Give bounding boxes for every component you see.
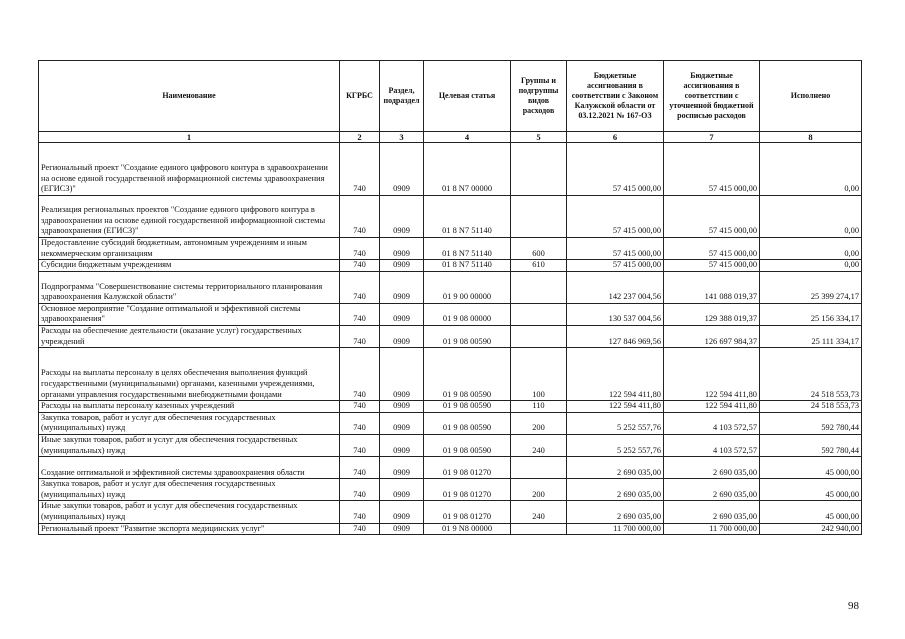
cell-zakon: 57 415 000,00 <box>567 143 664 196</box>
column-header-rospis: Бюджетные ассигнования в соответствии с уточненной бюджетной росписью расходов <box>664 61 760 132</box>
cell-rospis: 57 415 000,00 <box>664 196 760 238</box>
cell-ispolneno: 45 000,00 <box>760 457 862 479</box>
cell-tselevaya: 01 9 08 00590 <box>424 325 511 347</box>
cell-ispolneno: 45 000,00 <box>760 501 862 523</box>
cell-kgrbs: 740 <box>340 434 380 456</box>
cell-vid: 200 <box>511 479 567 501</box>
cell-name: Иные закупки товаров, работ и услуг для обеспечения государственных (муниципальных) нужд <box>39 501 340 523</box>
cell-ispolneno: 25 111 334,17 <box>760 325 862 347</box>
table-row <box>39 412 862 434</box>
cell-zakon: 5 252 557,76 <box>567 412 664 434</box>
cell-vid: 240 <box>511 501 567 523</box>
table-row <box>39 401 862 413</box>
column-number: 5 <box>511 132 567 143</box>
table-row <box>39 501 862 523</box>
column-header-kgrbs: КГРБС <box>340 61 380 132</box>
cell-ispolneno: 25 156 334,17 <box>760 303 862 325</box>
cell-zakon: 5 252 557,76 <box>567 434 664 456</box>
cell-kgrbs: 740 <box>340 501 380 523</box>
table-row <box>39 479 862 501</box>
cell-razdel: 0909 <box>380 457 424 479</box>
cell-zakon: 130 537 004,56 <box>567 303 664 325</box>
cell-ispolneno: 592 780,44 <box>760 434 862 456</box>
table-row <box>39 271 862 303</box>
cell-ispolneno: 25 399 274,17 <box>760 271 862 303</box>
cell-rospis: 57 415 000,00 <box>664 238 760 260</box>
cell-tselevaya: 01 8 N7 51140 <box>424 238 511 260</box>
cell-razdel: 0909 <box>380 238 424 260</box>
cell-name: Реализация региональных проектов "Создание единого цифрового контура в здравоохранении на основе единой государственной информационной системы здравоохранения (ЕГИСЗ)" <box>39 196 340 238</box>
column-number: 4 <box>424 132 511 143</box>
cell-razdel: 0909 <box>380 196 424 238</box>
cell-ispolneno: 242 940,00 <box>760 523 862 535</box>
cell-kgrbs: 740 <box>340 271 380 303</box>
cell-vid <box>511 143 567 196</box>
cell-vid <box>511 196 567 238</box>
cell-name: Расходы на обеспечение деятельности (оказание услуг) государственных учреждений <box>39 325 340 347</box>
cell-name: Расходы на выплаты персоналу в целях обеспечения выполнения функций государственными (муниципальными) органами, казенными учреждениями, органами управления государственными внебюджетными фондами <box>39 348 340 401</box>
cell-kgrbs: 740 <box>340 196 380 238</box>
budget-table <box>38 60 862 535</box>
cell-tselevaya: 01 9 08 00590 <box>424 401 511 413</box>
cell-kgrbs: 740 <box>340 260 380 272</box>
column-header-ispolneno: Исполнено <box>760 61 862 132</box>
cell-vid <box>511 271 567 303</box>
table-row <box>39 143 862 196</box>
cell-tselevaya: 01 9 08 01270 <box>424 479 511 501</box>
column-number: 6 <box>567 132 664 143</box>
cell-zakon: 2 690 035,00 <box>567 501 664 523</box>
column-number: 1 <box>39 132 340 143</box>
cell-name: Региональный проект "Развитие экспорта медицинских услуг" <box>39 523 340 535</box>
cell-kgrbs: 740 <box>340 238 380 260</box>
table-row <box>39 434 862 456</box>
cell-ispolneno: 45 000,00 <box>760 479 862 501</box>
cell-razdel: 0909 <box>380 325 424 347</box>
cell-name: Подпрограмма "Совершенствование системы территориального планирования здравоохранения Калужской области" <box>39 271 340 303</box>
column-header-tselevaya: Целевая статья <box>424 61 511 132</box>
cell-kgrbs: 740 <box>340 457 380 479</box>
cell-rospis: 57 415 000,00 <box>664 260 760 272</box>
cell-zakon: 11 700 000,00 <box>567 523 664 535</box>
cell-vid: 100 <box>511 348 567 401</box>
cell-vid: 600 <box>511 238 567 260</box>
cell-tselevaya: 01 8 N7 00000 <box>424 143 511 196</box>
cell-rospis: 4 103 572,57 <box>664 434 760 456</box>
table-row <box>39 303 862 325</box>
cell-kgrbs: 740 <box>340 325 380 347</box>
cell-name: Расходы на выплаты персоналу казенных учреждений <box>39 401 340 413</box>
cell-kgrbs: 740 <box>340 348 380 401</box>
cell-zakon: 57 415 000,00 <box>567 238 664 260</box>
cell-name: Региональный проект "Создание единого цифрового контура в здравоохранении на основе единой государственной информационной системы здравоохранения (ЕГИСЗ)" <box>39 143 340 196</box>
cell-tselevaya: 01 9 00 00000 <box>424 271 511 303</box>
column-header-name: Наименование <box>39 61 340 132</box>
cell-razdel: 0909 <box>380 348 424 401</box>
cell-name: Закупка товаров, работ и услуг для обеспечения государственных (муниципальных) нужд <box>39 479 340 501</box>
cell-razdel: 0909 <box>380 479 424 501</box>
cell-rospis: 122 594 411,80 <box>664 401 760 413</box>
cell-name: Иные закупки товаров, работ и услуг для обеспечения государственных (муниципальных) нужд <box>39 434 340 456</box>
cell-kgrbs: 740 <box>340 401 380 413</box>
table-row <box>39 238 862 260</box>
column-number: 7 <box>664 132 760 143</box>
cell-name: Основное мероприятие "Создание оптимальной и эффективной системы здравоохранения" <box>39 303 340 325</box>
cell-vid: 110 <box>511 401 567 413</box>
cell-razdel: 0909 <box>380 523 424 535</box>
table-row <box>39 523 862 535</box>
column-header-zakon: Бюджетные ассигнования в соответствии с Законом Калужской области от 03.12.2021 № 167-ОЗ <box>567 61 664 132</box>
cell-kgrbs: 740 <box>340 412 380 434</box>
cell-ispolneno: 0,00 <box>760 143 862 196</box>
cell-rospis: 4 103 572,57 <box>664 412 760 434</box>
cell-razdel: 0909 <box>380 401 424 413</box>
cell-tselevaya: 01 9 08 00590 <box>424 412 511 434</box>
cell-ispolneno: 0,00 <box>760 196 862 238</box>
column-header-razdel: Раздел, подраздел <box>380 61 424 132</box>
column-number: 8 <box>760 132 862 143</box>
cell-rospis: 126 697 984,37 <box>664 325 760 347</box>
cell-tselevaya: 01 9 08 00590 <box>424 348 511 401</box>
cell-tselevaya: 01 8 N7 51140 <box>424 196 511 238</box>
cell-razdel: 0909 <box>380 303 424 325</box>
cell-ispolneno: 24 518 553,73 <box>760 348 862 401</box>
cell-rospis: 129 388 019,37 <box>664 303 760 325</box>
cell-tselevaya: 01 9 08 00000 <box>424 303 511 325</box>
cell-vid <box>511 325 567 347</box>
cell-kgrbs: 740 <box>340 303 380 325</box>
cell-razdel: 0909 <box>380 260 424 272</box>
cell-vid: 200 <box>511 412 567 434</box>
cell-vid: 240 <box>511 434 567 456</box>
cell-tselevaya: 01 9 08 01270 <box>424 501 511 523</box>
cell-razdel: 0909 <box>380 271 424 303</box>
column-number-row <box>39 132 862 143</box>
cell-ispolneno: 0,00 <box>760 238 862 260</box>
cell-rospis: 2 690 035,00 <box>664 501 760 523</box>
cell-ispolneno: 592 780,44 <box>760 412 862 434</box>
cell-rospis: 141 088 019,37 <box>664 271 760 303</box>
table-row <box>39 457 862 479</box>
cell-razdel: 0909 <box>380 412 424 434</box>
cell-rospis: 2 690 035,00 <box>664 479 760 501</box>
cell-vid <box>511 523 567 535</box>
cell-tselevaya: 01 9 08 00590 <box>424 434 511 456</box>
column-header-vid: Группы и подгруппы видов расходов <box>511 61 567 132</box>
cell-zakon: 127 846 969,56 <box>567 325 664 347</box>
cell-razdel: 0909 <box>380 143 424 196</box>
cell-name: Закупка товаров, работ и услуг для обеспечения государственных (муниципальных) нужд <box>39 412 340 434</box>
cell-tselevaya: 01 9 N8 00000 <box>424 523 511 535</box>
cell-razdel: 0909 <box>380 434 424 456</box>
cell-name: Создание оптимальной и эффективной системы здравоохранения области <box>39 457 340 479</box>
cell-tselevaya: 01 9 08 01270 <box>424 457 511 479</box>
cell-name: Предоставление субсидий бюджетным, автономным учреждениям и иным некоммерческим организациям <box>39 238 340 260</box>
column-number: 3 <box>380 132 424 143</box>
page-number: 98 <box>848 600 859 612</box>
cell-ispolneno: 24 518 553,73 <box>760 401 862 413</box>
cell-vid <box>511 457 567 479</box>
cell-kgrbs: 740 <box>340 479 380 501</box>
table-row <box>39 260 862 272</box>
cell-rospis: 11 700 000,00 <box>664 523 760 535</box>
cell-zakon: 57 415 000,00 <box>567 260 664 272</box>
cell-kgrbs: 740 <box>340 523 380 535</box>
cell-zakon: 122 594 411,80 <box>567 348 664 401</box>
cell-razdel: 0909 <box>380 501 424 523</box>
cell-rospis: 122 594 411,80 <box>664 348 760 401</box>
cell-rospis: 57 415 000,00 <box>664 143 760 196</box>
table-row <box>39 325 862 347</box>
cell-zakon: 2 690 035,00 <box>567 479 664 501</box>
cell-ispolneno: 0,00 <box>760 260 862 272</box>
cell-zakon: 2 690 035,00 <box>567 457 664 479</box>
cell-name: Субсидии бюджетным учреждениям <box>39 260 340 272</box>
cell-zakon: 57 415 000,00 <box>567 196 664 238</box>
cell-rospis: 2 690 035,00 <box>664 457 760 479</box>
cell-kgrbs: 740 <box>340 143 380 196</box>
table-row <box>39 348 862 401</box>
cell-vid: 610 <box>511 260 567 272</box>
cell-vid <box>511 303 567 325</box>
cell-zakon: 122 594 411,80 <box>567 401 664 413</box>
table-row <box>39 196 862 238</box>
column-number: 2 <box>340 132 380 143</box>
header-row <box>39 61 862 132</box>
cell-tselevaya: 01 8 N7 51140 <box>424 260 511 272</box>
cell-zakon: 142 237 004,56 <box>567 271 664 303</box>
